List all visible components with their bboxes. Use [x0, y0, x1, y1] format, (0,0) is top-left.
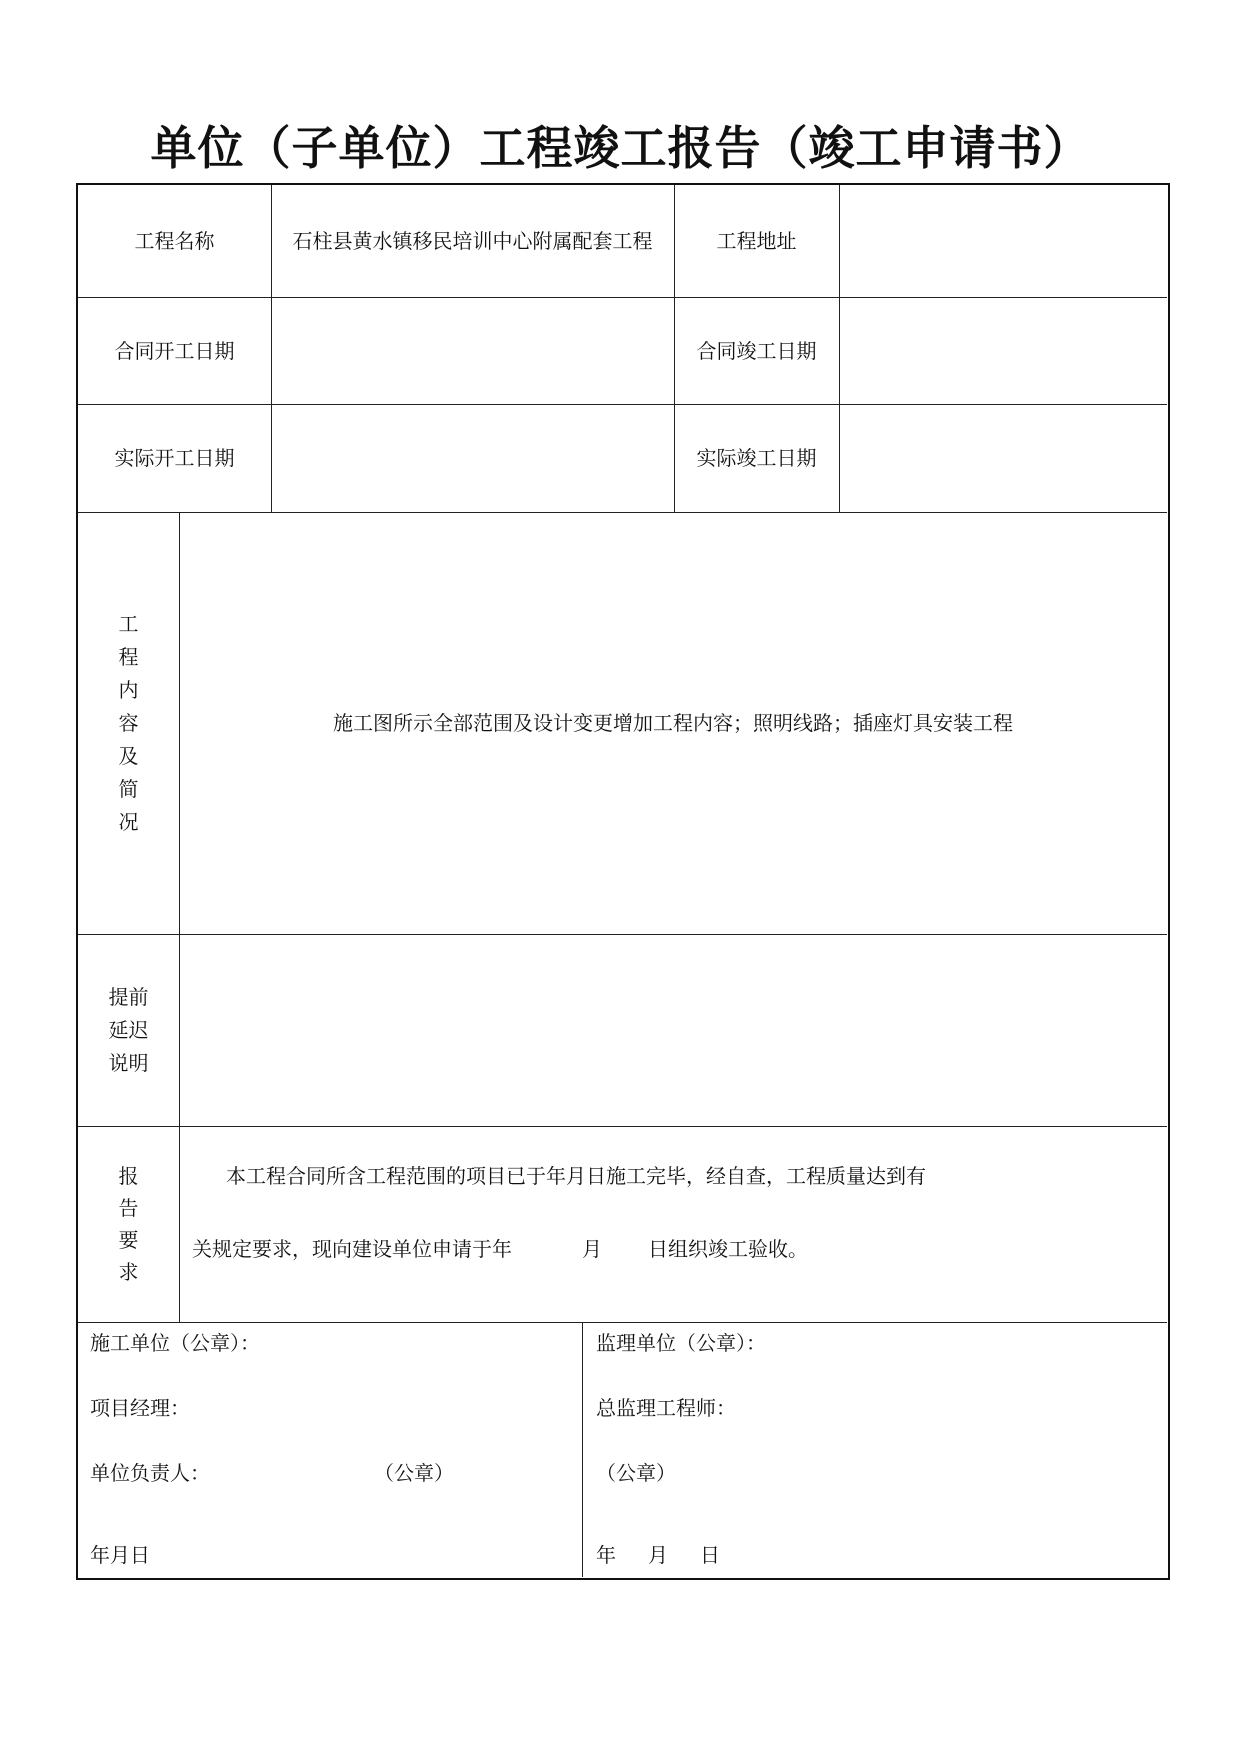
supervisor-date-year: 年: [596, 1543, 616, 1567]
project-name-label: 工程名称: [134, 229, 215, 253]
unit-leader-label: 单位负责人：: [90, 1461, 210, 1485]
actual-end-date-label: 实际竣工日期: [696, 446, 817, 470]
report-request-line-2: 关规定要求，现向建设单位申请于年: [192, 1237, 512, 1261]
supervisor-date-day: 日: [700, 1543, 720, 1567]
label-char: 及: [118, 743, 139, 768]
label-line: 延迟: [108, 1017, 149, 1042]
label-char: 要: [118, 1228, 139, 1252]
label-char: 简: [118, 776, 139, 801]
project-content-label: [78, 512, 179, 934]
project-content-value[interactable]: 施工图所示全部范围及设计变更增加工程内容；照明线路；插座灯具安装工程: [333, 711, 1013, 735]
actual-start-date-label: 实际开工日期: [114, 446, 235, 470]
label-char: 况: [118, 809, 139, 834]
project-address-label: 工程地址: [716, 229, 797, 253]
label-char: 告: [118, 1196, 139, 1220]
label-char: 报: [118, 1164, 139, 1188]
row-divider: [78, 1126, 1167, 1127]
completion-report-form: [76, 183, 1170, 1580]
actual-end-date-value[interactable]: [839, 404, 1167, 512]
row-divider: [78, 1322, 1167, 1323]
chief-supervisor-label: 总监理工程师：: [596, 1396, 736, 1420]
label-line: 提前: [108, 984, 149, 1009]
project-name-value[interactable]: 石柱县黄水镇移民培训中心附属配套工程: [292, 229, 653, 253]
report-request-line-1: 本工程合同所含工程范围的项目已于年月日施工完毕，经自查，工程质量达到有: [226, 1164, 926, 1188]
report-request-label: [78, 1126, 179, 1322]
actual-start-date-value[interactable]: [271, 404, 674, 512]
project-manager-label: 项目经理：: [90, 1396, 190, 1420]
column-divider: [582, 1322, 583, 1577]
report-request-month: 月: [582, 1237, 602, 1261]
delay-explanation-value[interactable]: [179, 934, 1167, 1126]
label-char: 内: [118, 677, 139, 702]
supervisor-date-month: 月: [648, 1543, 668, 1567]
contractor-seal-label: （公章）: [374, 1461, 454, 1485]
delay-explanation-label: [78, 934, 179, 1126]
supervisor-seal-label: （公章）: [596, 1461, 676, 1485]
label-char: 求: [118, 1260, 139, 1284]
contractor-unit-label: 施工单位（公章）：: [90, 1331, 260, 1355]
report-request-day: 日组织竣工验收。: [648, 1237, 808, 1261]
supervisor-unit-label: 监理单位（公章）：: [596, 1331, 766, 1355]
contract-end-date-value[interactable]: [839, 297, 1167, 404]
label-char: 容: [118, 710, 139, 735]
contract-start-date-label: 合同开工日期: [114, 338, 235, 363]
label-char: 工: [118, 611, 139, 636]
contract-start-date-value[interactable]: [271, 297, 674, 404]
document-title: 单位（子单位）工程竣工报告（竣工申请书）: [150, 121, 1091, 175]
contractor-date-label: 年月日: [90, 1543, 150, 1567]
project-address-value[interactable]: [839, 185, 1167, 297]
contract-end-date-label: 合同竣工日期: [696, 338, 817, 363]
label-char: 程: [118, 644, 139, 669]
label-line: 说明: [108, 1050, 149, 1075]
